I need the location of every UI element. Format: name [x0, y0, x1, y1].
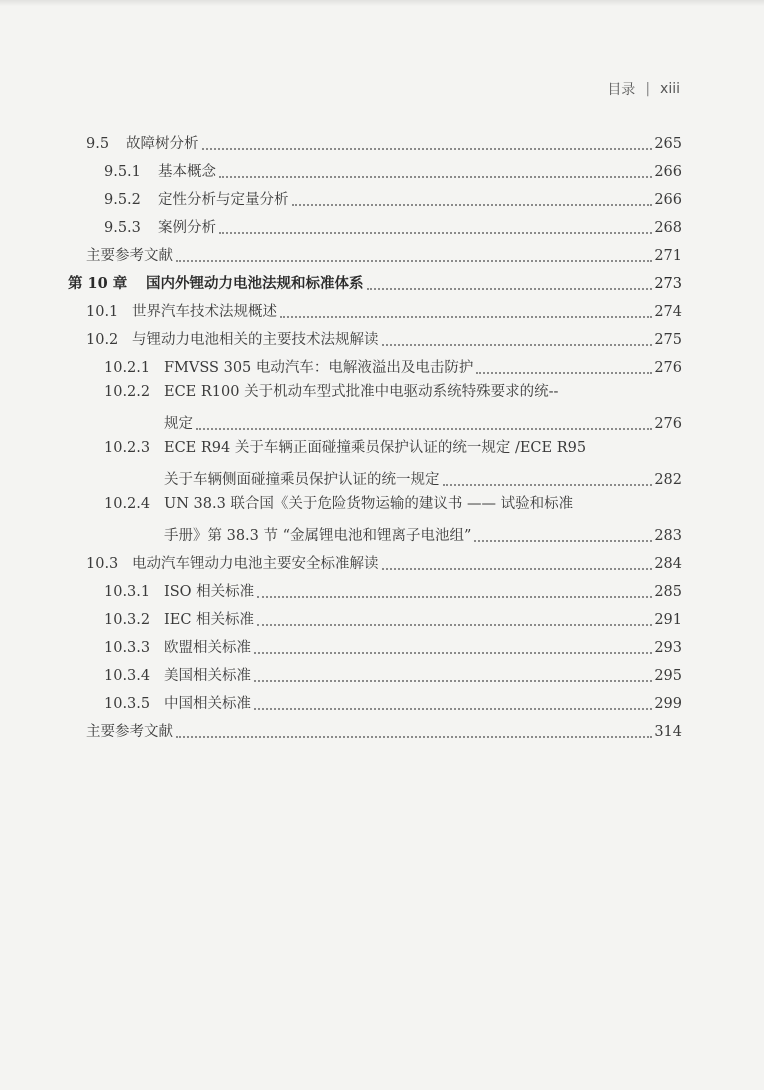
toc-title: UN 38.3 联合国《关于危险货物运输的建议书 —— 试验和标准 — [164, 496, 574, 512]
toc-title: 世界汽车技术法规概述 — [132, 304, 277, 320]
toc-entry-chapter-10[interactable] — [68, 270, 682, 294]
toc-page: 314 — [654, 724, 682, 740]
toc-title: 与锂动力电池相关的主要技术法规解读 — [132, 332, 379, 348]
leader-dots — [176, 735, 652, 738]
toc-page: 293 — [654, 640, 682, 656]
toc-number: 10.2.3 — [104, 440, 151, 456]
toc-entry-10-3-5[interactable] — [104, 690, 682, 714]
toc-entry-10-3[interactable] — [86, 550, 682, 574]
leader-dots — [254, 707, 652, 710]
toc-title: 故障树分析 — [126, 136, 199, 152]
leader-dots — [476, 371, 652, 374]
leader-dots — [254, 679, 652, 682]
toc-number: 10.2.2 — [104, 384, 151, 400]
toc-page: 266 — [654, 164, 682, 180]
leader-dots — [474, 539, 652, 542]
toc-number: 9.5.2 — [104, 192, 141, 208]
leader-dots — [257, 623, 652, 626]
toc-number: 10.3.2 — [104, 612, 151, 628]
leader-dots — [382, 567, 653, 570]
toc-page: 266 — [654, 192, 682, 208]
toc-entry-10-2-2[interactable] — [104, 382, 682, 406]
leader-dots — [257, 595, 652, 598]
toc-page: 283 — [654, 528, 682, 544]
toc-number: 10.3 — [86, 556, 119, 572]
toc-title: IEC 相关标准 — [164, 612, 255, 628]
toc-title: ECE R94 关于车辆正面碰撞乘员保护认证的统一规定 /ECE R95 — [164, 440, 587, 456]
toc-entry-9-5-3[interactable] — [104, 214, 682, 238]
toc-page: 265 — [654, 136, 682, 152]
toc-entry-9-5-1[interactable] — [104, 158, 682, 182]
toc-page: 291 — [654, 612, 682, 628]
toc-entry-10-3-2[interactable] — [104, 606, 682, 630]
toc-title: 国内外锂动力电池法规和标准体系 — [146, 275, 364, 292]
toc-page: 285 — [654, 584, 682, 600]
leader-dots — [196, 427, 652, 430]
toc-number: 10.1 — [86, 304, 119, 320]
toc-entry-9-5-2[interactable] — [104, 186, 682, 210]
toc-number: 10.3.5 — [104, 696, 151, 712]
toc-page: 284 — [654, 556, 682, 572]
toc-title: ISO 相关标准 — [164, 584, 255, 600]
toc-page: 273 — [654, 276, 682, 292]
toc-entry-10-2-3[interactable] — [104, 438, 682, 462]
toc-number: 第 10 章 — [68, 275, 128, 292]
toc-title: 欧盟相关标准 — [164, 640, 251, 656]
leader-dots — [202, 147, 653, 150]
toc-entry-10-3-4[interactable] — [104, 662, 682, 686]
toc-number: 9.5 — [86, 136, 110, 152]
leader-dots — [382, 343, 653, 346]
toc-number: 9.5.3 — [104, 220, 141, 236]
toc-title: 主要参考文献 — [86, 724, 173, 740]
toc-page: 271 — [654, 248, 682, 264]
toc-title: 中国相关标准 — [164, 696, 251, 712]
toc-page: 274 — [654, 304, 682, 320]
toc-entry-10-2-4-continued[interactable] — [164, 522, 682, 546]
toc-entry-10-3-3[interactable] — [104, 634, 682, 658]
toc-title: 主要参考文献 — [86, 248, 173, 264]
toc-title: 案例分析 — [158, 220, 216, 236]
toc-entry-10-2-4[interactable] — [104, 494, 682, 518]
toc-title: FMVSS 305 电动汽车：电解液溢出及电击防护 — [164, 360, 474, 376]
leader-dots — [367, 287, 653, 290]
toc-title: 电动汽车锂动力电池主要安全标准解读 — [132, 556, 379, 572]
toc-title: 基本概念 — [158, 164, 216, 180]
toc-entry-10-2-3-continued[interactable] — [164, 466, 682, 490]
leader-dots — [176, 259, 652, 262]
toc-page: 275 — [654, 332, 682, 348]
toc-title-continued: 手册》第 38.3 节 “金属锂电池和锂离子电池组” — [164, 528, 472, 544]
toc-number: 9.5.1 — [104, 164, 141, 180]
toc-number: 10.3.4 — [104, 668, 151, 684]
toc-entry-10-2[interactable] — [86, 326, 682, 350]
toc-title: 美国相关标准 — [164, 668, 251, 684]
toc-title-continued: 关于车辆侧面碰撞乘员保护认证的统一规定 — [164, 472, 440, 488]
leader-dots — [254, 651, 652, 654]
toc-page: 299 — [654, 696, 682, 712]
leader-dots — [219, 231, 652, 234]
leader-dots — [219, 175, 652, 178]
header-page-number: xiii — [660, 81, 680, 97]
header-separator: | — [645, 81, 651, 97]
toc-number: 10.2.4 — [104, 496, 151, 512]
toc-number: 10.3.1 — [104, 584, 151, 600]
toc-title: 定性分析与定量分析 — [158, 192, 289, 208]
toc-page: 268 — [654, 220, 682, 236]
toc-entry-10-3-1[interactable] — [104, 578, 682, 602]
leader-dots — [443, 483, 653, 486]
toc-page: 282 — [654, 472, 682, 488]
toc-entry-9-5[interactable] — [86, 130, 682, 154]
header-label: 目录 — [607, 82, 636, 98]
toc-entry-10-2-2-continued[interactable] — [164, 410, 682, 434]
toc-title: ECE R100 关于机动车型式批准中电驱动系统特殊要求的统-- — [164, 384, 559, 400]
toc-entry-10-1[interactable] — [86, 298, 682, 322]
leader-dots — [292, 203, 653, 206]
toc-entry-references-ch10[interactable] — [86, 718, 682, 742]
toc-number: 10.3.3 — [104, 640, 151, 656]
toc-page: 276 — [654, 416, 682, 432]
toc-page: 276 — [654, 360, 682, 376]
toc-title-continued: 规定 — [164, 416, 193, 432]
toc-page: 295 — [654, 668, 682, 684]
leader-dots — [280, 315, 652, 318]
toc-number: 10.2 — [86, 332, 119, 348]
running-header — [607, 79, 680, 99]
toc-entry-10-2-1[interactable] — [104, 354, 682, 378]
toc-entry-references-ch9[interactable] — [86, 242, 682, 266]
page-top-shadow — [0, 0, 764, 6]
toc-number: 10.2.1 — [104, 360, 151, 376]
